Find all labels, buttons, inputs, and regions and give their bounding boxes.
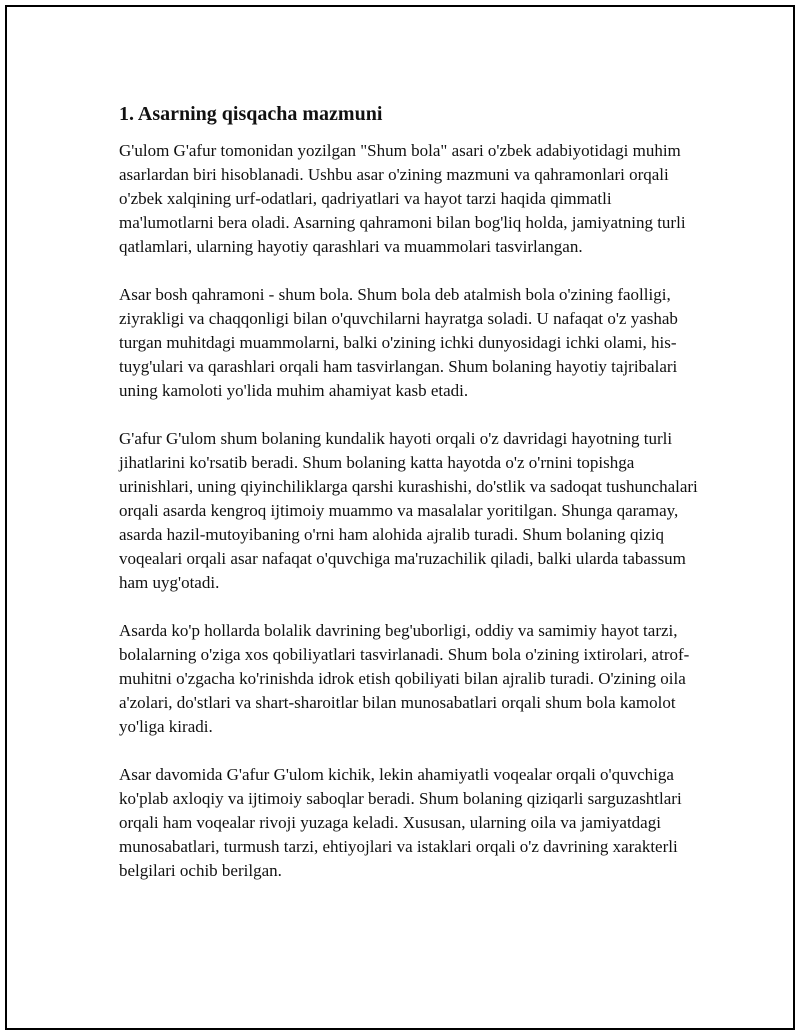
paragraph-5: Asar davomida G'afur G'ulom kichik, lekin ahamiyatli voqealar orqali o'quvchiga ko'plab axloqiy va ijtimoiy saboqlar beradi. Shum bolaning qiziqarli sarguzashtlari orqali ham voqealar rivoji yuzaga keladi. Xususan, ularning oila va jamiyatdagi munosabatlari, turmush tarzi, ehtiyojlari va istaklari orqali o'z davrining xarakterli belgilari ochib berilgan.: [119, 765, 682, 880]
paragraph-3: G'afur G'ulom shum bolaning kundalik hayoti orqali o'z davridagi hayotning turli jihatlarini ko'rsatib beradi. Shum bolaning katta hayotda o'z o'rnini topishga urinishlari, uning qiyinchiliklarga qarshi kurashishi, do'stlik va sadoqat tushunchalari orqali asarda kengroq ijtimoiy muammo va masalalar yoritilgan. Shunga qaramay, asarda hazil-mutoyibaning o'rni ham alohida ajralib turadi. Shum bolaning qiziq voqealari orqali asar nafaqat o'quvchiga ma'ruzachilik qiladi, balki ularda tabassum ham uyg'otadi.: [119, 429, 698, 592]
section-heading: 1. Asarning qisqacha mazmuni: [119, 103, 383, 125]
page-border: [5, 5, 795, 1030]
paragraph-1: G'ulom G'afur tomonidan yozilgan "Shum bola" asari o'zbek adabiyotidagi muhim asarlardan biri hisoblanadi. Ushbu asar o'zining mazmuni va qahramonlari orqali o'zbek xalqining urf-odatlari, qadriyatlari va hayot tarzi haqida qimmatli ma'lumotlarni bera oladi. Asarning qahramoni bilan bog'liq holda, jamiyatning turli qatlamlari, ularning hayotiy qarashlari va muammolari tasvirlangan.: [119, 141, 686, 256]
paragraph-4: Asarda ko'p hollarda bolalik davrining beg'uborligi, oddiy va samimiy hayot tarzi, bolalarning o'ziga xos qobiliyatlari tasvirlanadi. Shum bola o'zining ixtirolari, atrof-muhitni o'zgacha ko'rinishda idrok etish qobiliyati bilan ajralib turadi. O'zining oila a'zolari, do'stlari va shart-sharoitlar bilan munosabatlari orqali shum bola kamolot yo'liga kiradi.: [119, 621, 690, 736]
paragraph-2: Asar bosh qahramoni - shum bola. Shum bola deb atalmish bola o'zining faolligi, ziyrakligi va chaqqonligi bilan o'quvchilarni hayratga soladi. U nafaqat o'z yashab turgan muhitdagi muammolarni, balki o'zining ichki dunyosidagi ichki olami, his-tuyg'ulari va qarashlari orqali ham tasvirlangan. Shum bolaning hayotiy tajribalari uning kamoloti yo'lida muhim ahamiyat kasb etadi.: [119, 285, 678, 400]
document-body: [119, 101, 699, 907]
